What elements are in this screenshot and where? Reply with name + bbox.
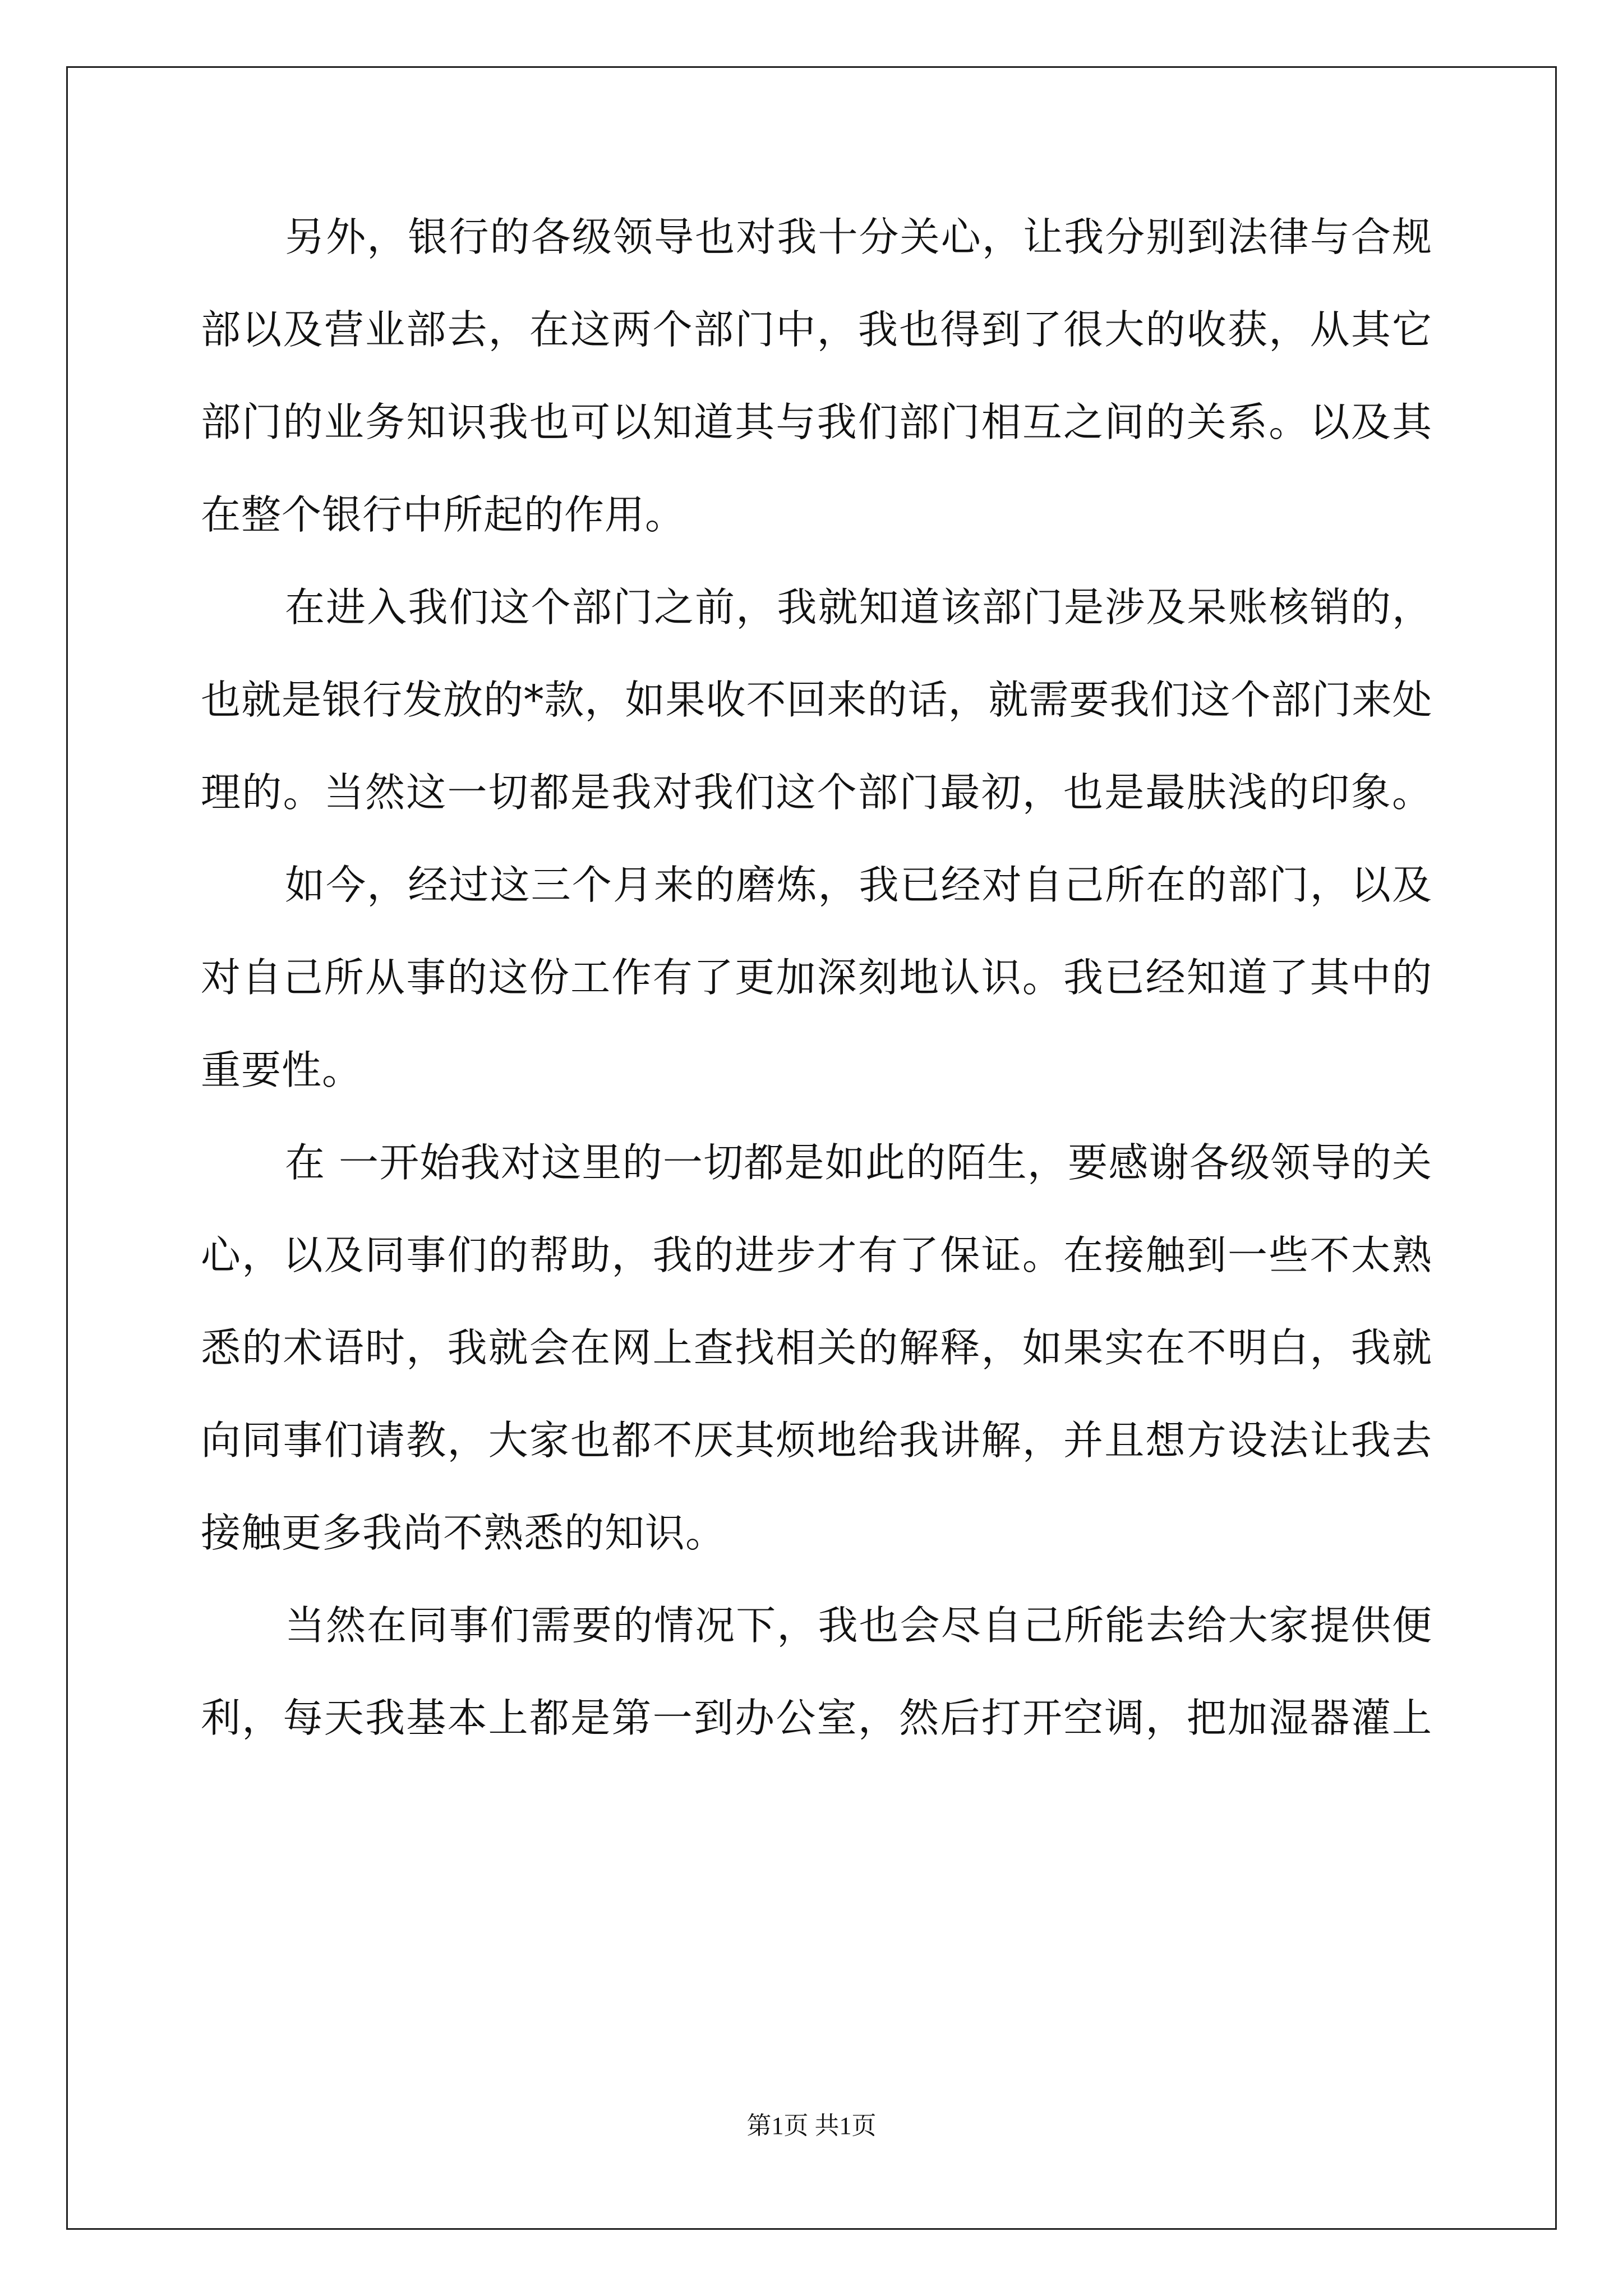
paragraph-2-line-3: 理的。当然这一切都是我对我们这个部门最初，也是最肤浅的印象。 xyxy=(201,769,1432,816)
paragraph-2-line-1: 在进入我们这个部门之前，我就知道该部门是涉及呆账核销的， xyxy=(285,584,1432,631)
paragraph-4-line-5: 接触更多我尚不熟悉的知识。 xyxy=(201,1510,726,1556)
paragraph-5-line-2: 利，每天我基本上都是第一到办公室，然后打开空调，把加湿器灌上 xyxy=(201,1695,1432,1741)
paragraph-1-line-2: 部以及营业部去，在这两个部门中，我也得到了很大的收获，从其它 xyxy=(201,306,1432,353)
paragraph-4-line-4: 向同事们请教，大家也都不厌其烦地给我讲解，并且想方设法让我去 xyxy=(201,1417,1432,1464)
paragraph-3-line-2: 对自己所从事的这份工作有了更加深刻地认识。我已经知道了其中的 xyxy=(201,954,1432,1001)
paragraph-4-line-1: 在 一开始我对这里的一切都是如此的陌生，要感谢各级领导的关 xyxy=(285,1139,1432,1186)
paragraph-1-line-1: 另外，银行的各级领导也对我十分关心，让我分别到法律与合规 xyxy=(285,214,1432,260)
paragraph-1-line-4: 在整个银行中所起的作用。 xyxy=(201,491,686,538)
paragraph-3-line-1: 如今，经过这三个月来的磨炼，我已经对自己所在的部门，以及 xyxy=(285,862,1432,908)
page-number-footer: 第1页 共1页 xyxy=(746,2112,877,2139)
paragraph-5-line-1: 当然在同事们需要的情况下，我也会尽自己所能去给大家提供便 xyxy=(285,1602,1432,1649)
paragraph-1-line-3: 部门的业务知识我也可以知道其与我们部门相互之间的关系。以及其 xyxy=(201,399,1432,445)
paragraph-3-line-3: 重要性。 xyxy=(201,1047,363,1093)
paragraph-4-line-3: 悉的术语时，我就会在网上查找相关的解释，如果实在不明白，我就 xyxy=(201,1324,1432,1371)
paragraph-4-line-2: 心，以及同事们的帮助，我的进步才有了保证。在接触到一些不太熟 xyxy=(201,1232,1432,1278)
paragraph-2-line-2: 也就是银行发放的*款，如果收不回来的话，就需要我们这个部门来处 xyxy=(201,677,1433,723)
